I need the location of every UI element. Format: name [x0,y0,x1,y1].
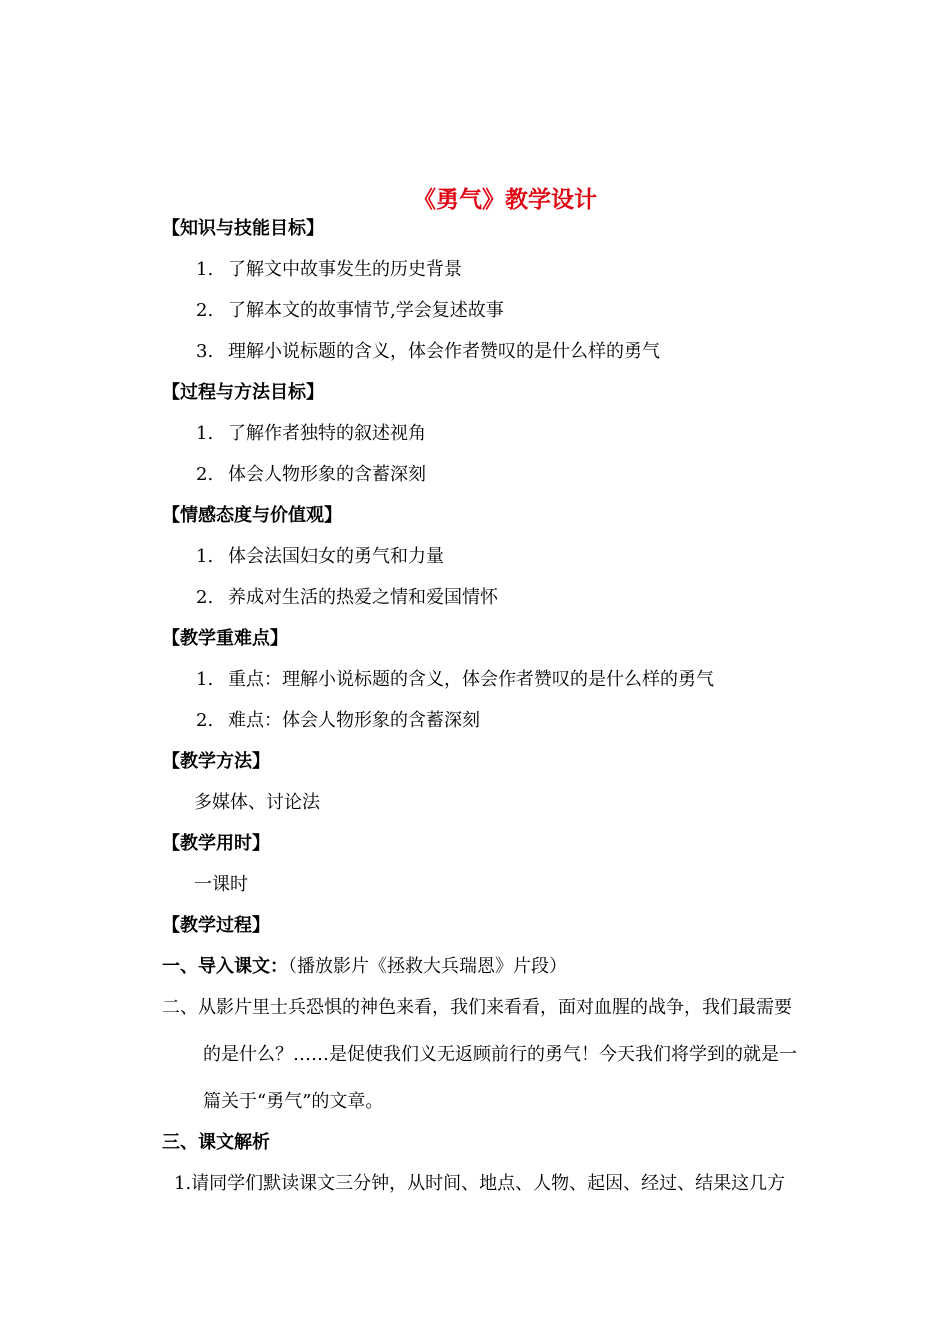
list-item [196,544,444,570]
item-text: 了解本文的故事情节,学会复述故事 [228,300,504,321]
item-number: 1. [196,546,214,567]
heading-knowledge-goals: 【知识与技能目标】 [162,218,324,239]
heading-teaching-method: 【教学方法】 [162,751,270,772]
step-one-lead: 一、导入课文： [162,956,288,977]
item-number: 1. [196,259,214,280]
item-text: 体会人物形象的含蓄深刻 [228,464,426,485]
list-item [196,421,426,447]
item-text: 理解小说标题的含义，体会作者赞叹的是什么样的勇气 [228,341,660,362]
step-one-text: （播放影片《拯救大兵瑞恩》片段） [288,956,567,977]
item-number: 3. [196,341,214,362]
heading-emotion-values: 【情感态度与价值观】 [162,505,342,526]
step-two-line-1: 二、从影片里士兵恐惧的神色来看，我们来看看，面对血腥的战争，我们最需要 [162,997,792,1018]
list-item [196,339,660,365]
item-text: 难点：体会人物形象的含蓄深刻 [228,710,480,731]
item-number: 2. [196,464,214,485]
step-three-item-1: 1.请同学们默读课文三分钟，从时间、地点、人物、起因、经过、结果这几方 [174,1173,786,1194]
step-two-line-2: 的是什么？……是促使我们义无返顾前行的勇气！今天我们将学到的就是一 [203,1044,797,1065]
heading-key-points: 【教学重难点】 [162,628,288,649]
list-item [196,298,504,324]
item-text: 养成对生活的热爱之情和爱国情怀 [228,587,498,608]
teaching-time-text: 一课时 [194,874,248,895]
item-number: 1. [196,423,214,444]
list-item [196,257,462,283]
item-text: 了解文中故事发生的历史背景 [228,259,462,280]
list-item [196,585,498,611]
list-item [196,708,480,734]
item-text: 体会法国妇女的勇气和力量 [228,546,444,567]
list-item [196,462,426,488]
step-one [162,954,567,980]
list-item [196,667,714,693]
heading-process-goals: 【过程与方法目标】 [162,382,324,403]
item-number: 2. [196,300,214,321]
heading-teaching-time: 【教学用时】 [162,833,270,854]
item-text: 了解作者独特的叙述视角 [228,423,426,444]
step-three-heading [162,1130,270,1156]
step-two-line-3: 篇关于“勇气”的文章。 [203,1091,384,1112]
step-three-lead: 三、课文解析 [162,1132,270,1153]
item-number: 2. [196,710,214,731]
document-title: 《勇气》教学设计 [413,187,597,213]
heading-teaching-process: 【教学过程】 [162,915,270,936]
teaching-method-text: 多媒体、讨论法 [194,792,320,813]
item-number: 1. [196,669,214,690]
item-text: 重点：理解小说标题的含义，体会作者赞叹的是什么样的勇气 [228,669,714,690]
item-number: 2. [196,587,214,608]
